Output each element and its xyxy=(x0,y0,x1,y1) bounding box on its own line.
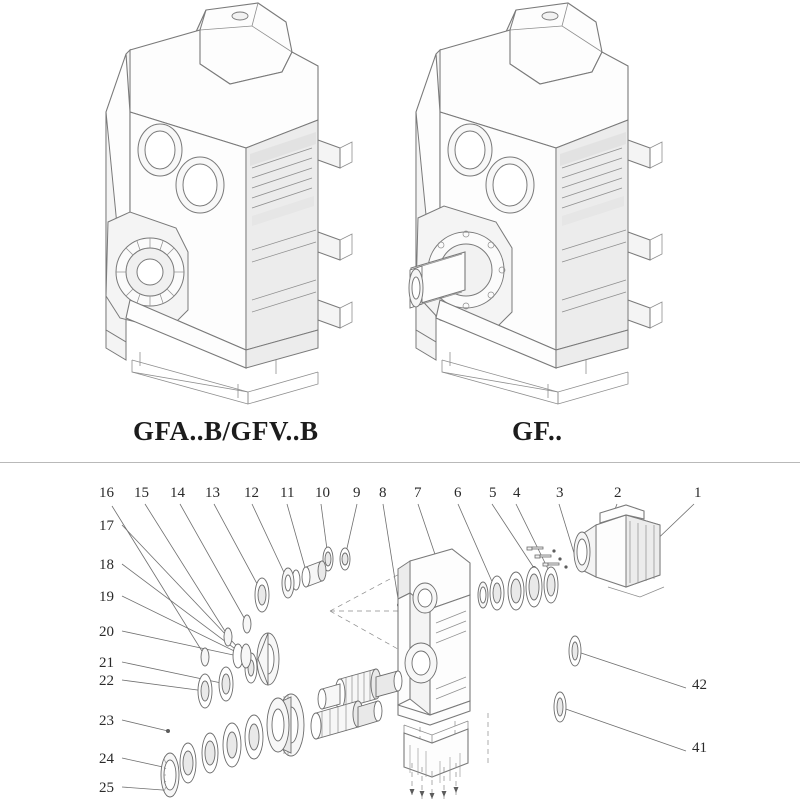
callout-21: 21 xyxy=(99,655,114,671)
gear-unit-left-drawing xyxy=(0,0,400,410)
callout-5: 5 xyxy=(489,485,497,501)
callout-24: 24 xyxy=(99,751,114,767)
callout-14: 14 xyxy=(170,485,185,501)
callout-25: 25 xyxy=(99,780,114,796)
callout-13: 13 xyxy=(205,485,220,501)
callout-8: 8 xyxy=(379,485,387,501)
exploded-parts-view xyxy=(0,462,800,801)
callout-10: 10 xyxy=(315,485,330,501)
callout-22: 22 xyxy=(99,673,114,689)
callout-19: 19 xyxy=(99,589,114,605)
callout-42: 42 xyxy=(692,677,707,693)
callout-1: 1 xyxy=(694,485,702,501)
callout-2: 2 xyxy=(614,485,622,501)
callout-15: 15 xyxy=(134,485,149,501)
exploded-assembly-drawing xyxy=(0,463,800,801)
gear-unit-right-drawing xyxy=(400,0,800,410)
callout-23: 23 xyxy=(99,713,114,729)
callout-20: 20 xyxy=(99,624,114,640)
callout-7: 7 xyxy=(414,485,422,501)
callout-17: 17 xyxy=(99,518,114,534)
callout-4: 4 xyxy=(513,485,521,501)
callout-9: 9 xyxy=(353,485,361,501)
callout-6: 6 xyxy=(454,485,462,501)
callout-18: 18 xyxy=(99,557,114,573)
caption-right-model: GF.. xyxy=(512,416,563,446)
callout-3: 3 xyxy=(556,485,564,501)
callout-16: 16 xyxy=(99,485,114,501)
callout-12: 12 xyxy=(244,485,259,501)
callout-11: 11 xyxy=(280,485,295,501)
caption-left-model: GFA..B/GFV..B xyxy=(133,416,319,446)
callout-41: 41 xyxy=(692,740,707,756)
